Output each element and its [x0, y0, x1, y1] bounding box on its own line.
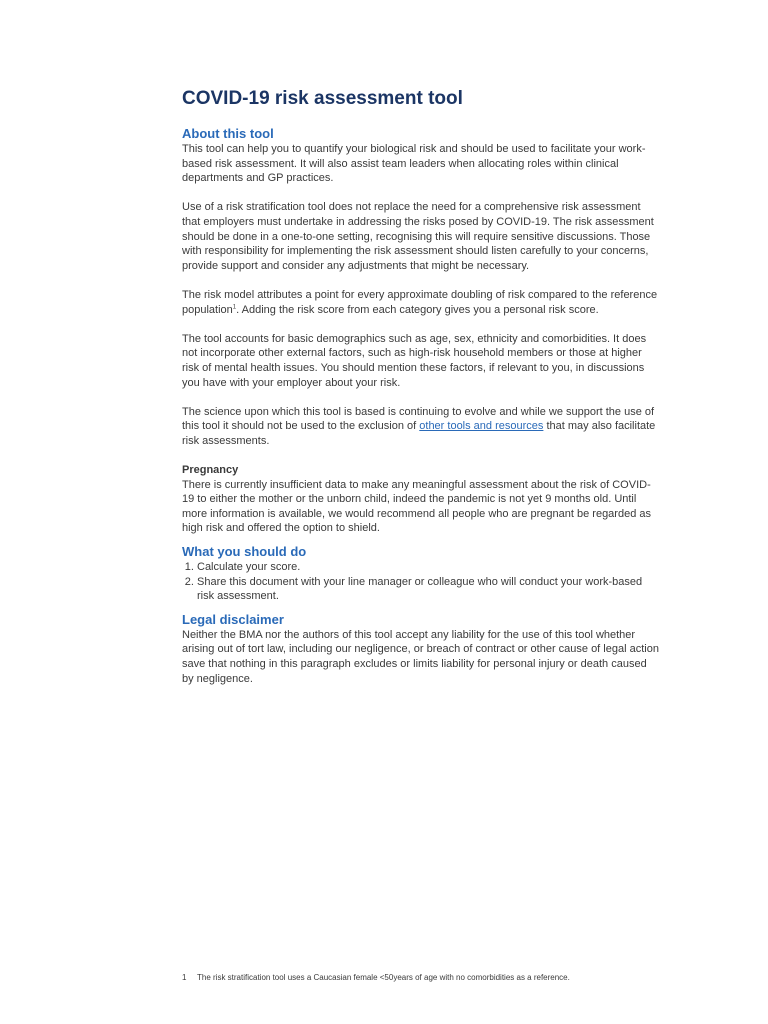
about-paragraph-5-end: that may also facilitate risk assessments.: [182, 420, 656, 447]
pregnancy-paragraph: There is currently insufficient data to make any meaningful assessment about the risk of COVID-19 to either the mother or the unborn child, indeed the pandemic is not yet 9 months old. Until more information is available, we would recommend all people who are pregnant be regarded as high risk and offered the option to shield.: [182, 478, 651, 535]
footnote-number: 1: [182, 973, 187, 982]
about-heading: About this tool: [182, 126, 274, 141]
footnote: [182, 973, 682, 982]
legal-disclaimer-paragraph: Neither the BMA nor the authors of this tool accept any liability for the use of this tool whether arising out of tort law, including our negligence, or breach of contract or other cause of legal action save that nothing in this paragraph excludes or limits liability for personal injury or death caused by negligence.: [182, 628, 659, 685]
about-paragraph-5-start: The science upon which this tool is based is continuing to evolve and while we support the use of this tool it should not be used to the exclusion of: [182, 405, 655, 433]
pregnancy-heading: Pregnancy: [182, 464, 239, 477]
about-paragraph-2: Use of a risk stratification tool does not replace the need for a comprehensive risk assessment that employers must undertake in addressing the risks posed by COVID-19. The risk assessment should be done in a one-to-one setting, recognising this will require sensitive discussions. Those with responsibility for implementing the risk assessment should listen carefully to your concerns, provide support and consider any adjustments that might be necessary.: [182, 201, 654, 272]
step-item: 1. Calculate your score.: [197, 560, 660, 575]
about-paragraph-3-start: The risk model attributes a point for every approximate doubling of risk compared to the reference population: [182, 288, 658, 316]
about-paragraph-1: This tool can help you to quantify your biological risk and should be used to facilitate your work-based risk assessment. It will also assist team leaders when allocating roles within clinical departments and GP practices.: [182, 143, 646, 185]
other-tools-link[interactable]: other tools and resources: [419, 420, 544, 433]
about-paragraph-3: [182, 288, 660, 317]
page-title: COVID-19 risk assessment tool: [182, 88, 463, 109]
footnote-reference: 1: [232, 303, 237, 310]
what-you-should-do-heading: What you should do: [182, 544, 307, 560]
about-paragraph-4: The tool accounts for basic demographics such as age, sex, ethnicity and comorbidities. It does not incorporate other external factors, such as high-risk household members or those at higher risk of mental health issues. You should mention these factors, if relevant to you, in discussions you have with your employer about your risk.: [182, 332, 647, 389]
about-paragraph-5: [182, 405, 660, 449]
steps-list: [182, 560, 660, 604]
legal-disclaimer-heading: Legal disclaimer: [182, 611, 284, 627]
footnote-text: The risk stratification tool uses a Caucasian female <50years of age with no comorbidities as a reference.: [197, 973, 570, 982]
step-item: 2. Share this document with your line manager or colleague who will conduct your work-based risk assessment.: [197, 575, 660, 604]
document-page: [182, 86, 660, 686]
about-paragraph-3-end: . Adding the risk score from each category gives you a personal risk score.: [236, 303, 599, 316]
